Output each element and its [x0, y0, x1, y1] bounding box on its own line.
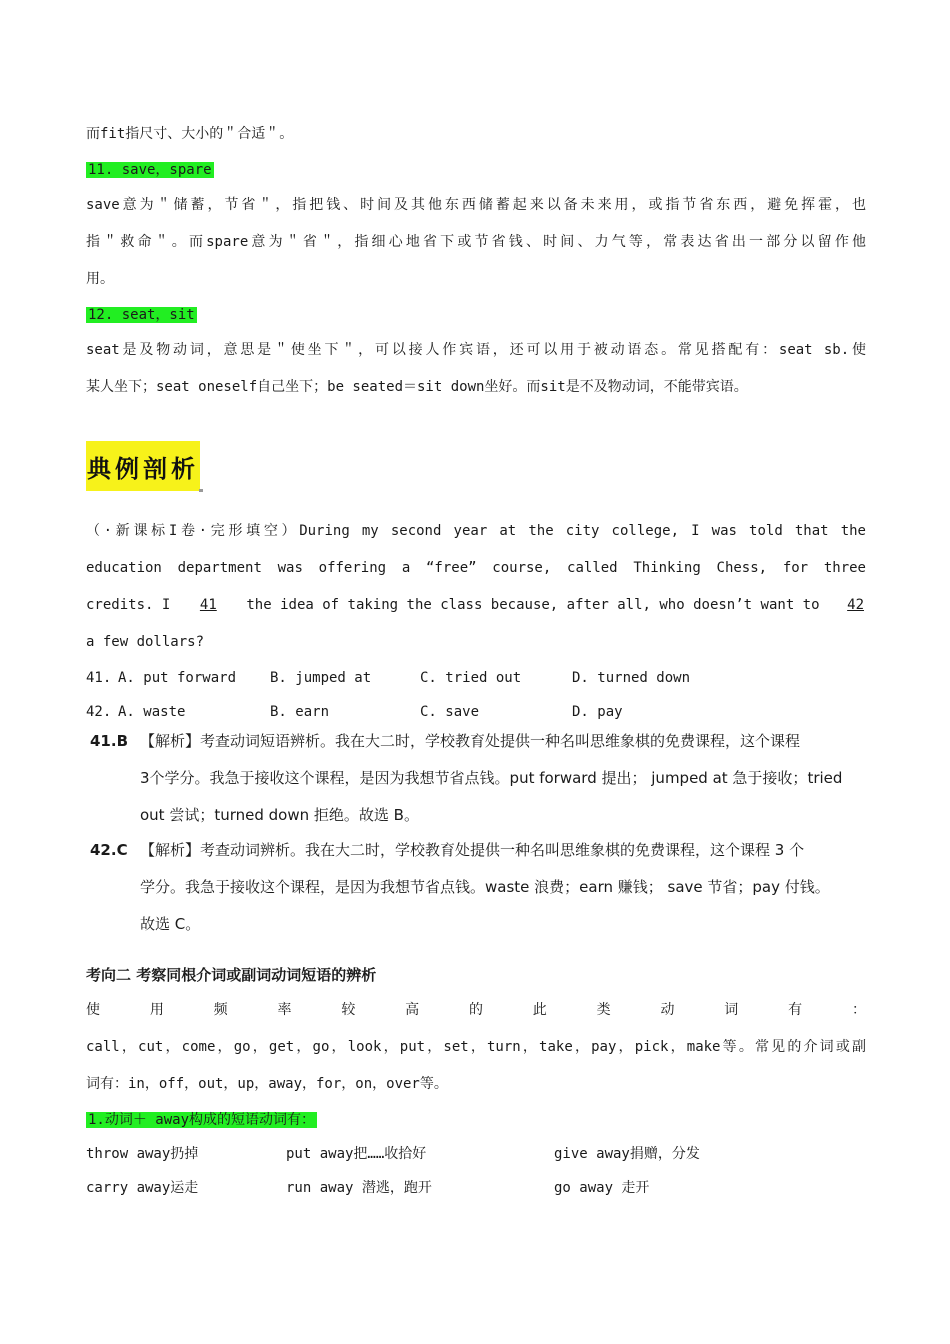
text-line: 指＂救命＂。而spare意为＂省＂，指细心地省下或节省钱、时间、力气等，常表达省出一部分以留作他 — [86, 234, 866, 250]
option: A. put forward — [118, 670, 237, 686]
option: B. earn — [270, 704, 330, 720]
subheading-1: 1.动词＋ away构成的短语动词有： — [88, 1112, 316, 1128]
section-heading: 考向二 考察同根介词或副词动词短语的辨析 — [86, 966, 377, 984]
phrase: run away 潜逃，跑开 — [286, 1180, 432, 1196]
option: B. jumped at — [270, 670, 372, 686]
passage-line: a few dollars? — [86, 634, 205, 650]
text-line: 某人坐下；seat oneself自己坐下；be seated＝sit down坐好。而sit是不及物动词，不能带宾语。 — [86, 379, 748, 395]
passage-line: education department was offering a “free” course, called Thinking Chess, for three — [86, 560, 866, 576]
text-line: 而fit指尺寸、大小的＂合适＂。 — [86, 126, 294, 142]
answer-42: 42.C 【解析】考查动词辨析。我在大二时，学校教育处提供一种名叫思维象棋的免费课程，这个课程 3 个 学分。我急于接收这个课程，是因为我想节省点钱。waste 浪费；earn 赚钱； save 节省；pay 付钱。 故选 C。 — [90, 841, 830, 933]
section-2 — [86, 958, 866, 1205]
blank-41: 41 — [199, 597, 217, 613]
spread-line: 使 用 频 率 较 高 的 此 类 动 词 有 ： — [86, 1002, 866, 1018]
question-42: 42. A. waste B. earn C. save D. pay — [86, 695, 866, 729]
answer-41: 41.B 【解析】考查动词短语辨析。我在大二时，学校教育处提供一种名叫思维象棋的免费课程，这个课程 3个学分。我急于接收这个课程，是因为我想节省点钱。put forward 提出； jumped at 急于接收；tried out 尝试；turned down 拒绝。故选 B。 — [90, 732, 843, 824]
phrase-row — [86, 1171, 866, 1205]
text-line: call，cut，come，go，get，go，look，put，set，turn，take，pay，pick，make等。常见的介词或副 — [86, 1039, 866, 1055]
banner-shadow — [199, 489, 203, 492]
phrase: go away 走开 — [554, 1180, 650, 1196]
question-41: 41. A. put forward B. jumped at C. tried out D. turned down — [86, 661, 866, 695]
option: C. save — [420, 704, 480, 720]
text-line: 用。 — [86, 271, 114, 287]
section-banner: 典例剖析 — [86, 441, 200, 491]
option: C. tried out — [420, 670, 522, 686]
text-line: save意为＂储蓄，节省＂，指把钱、时间及其他东西储蓄起来以备未来用，或指节省东西，避免挥霍，也 — [86, 197, 866, 213]
heading-11: 11. save，spare — [88, 162, 212, 178]
vocab-notes-top — [86, 116, 866, 406]
blank-42: 42 — [847, 597, 864, 613]
passage-line: credits. I 41 the idea of taking the class because, after all, who doesn’t want to 42 — [86, 587, 866, 624]
heading-12: 12. seat，sit — [88, 307, 195, 323]
example-passage — [86, 513, 866, 729]
passage-line: （·新课标I卷·完形填空）During my second year at the city college, I was told that the — [86, 523, 866, 539]
text-line: seat是及物动词，意思是＂使坐下＂，可以接人作宾语，还可以用于被动语态。常见搭配有：seat sb.使 — [86, 342, 866, 358]
phrase: carry away运走 — [86, 1180, 199, 1196]
text-line: 词有：in，off，out，up，away，for，on，over等。 — [86, 1076, 448, 1092]
phrase: throw away扔掉 — [86, 1146, 199, 1162]
option: D. pay — [572, 704, 623, 720]
option: A. waste — [118, 704, 186, 720]
phrase-row — [86, 1137, 866, 1171]
option: D. turned down — [572, 670, 691, 686]
phrase: put away把……收拾好 — [286, 1146, 427, 1162]
phrase: give away捐赠，分发 — [554, 1146, 700, 1162]
